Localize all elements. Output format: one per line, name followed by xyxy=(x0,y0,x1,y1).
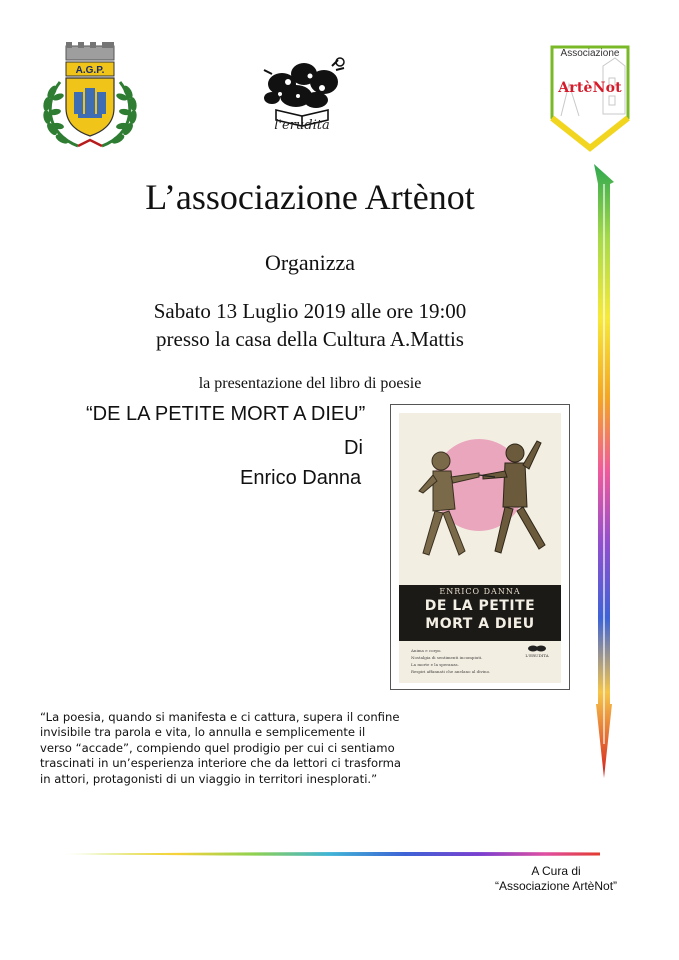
agp-crest-logo xyxy=(38,42,142,154)
quote-line: trascinati in un’esperienza interiore che da lettori ci trasforma xyxy=(40,756,402,771)
publisher-mark-icon xyxy=(527,645,547,652)
cover-publisher: L'ERUDITA xyxy=(525,653,549,658)
fencers-illustration xyxy=(399,413,561,585)
book-by: Di xyxy=(344,437,363,459)
cover-author: ENRICO DANNA xyxy=(439,587,521,596)
cover-blurb xyxy=(411,647,511,675)
footer-curator-name: “Associazione ArtèNot” xyxy=(494,879,618,893)
badge-top-label: Associazione xyxy=(560,48,620,59)
event-date: Sabato 13 Luglio 2019 alle ore 19:00 xyxy=(153,299,467,323)
page-title: L’associazione Artènot xyxy=(145,177,475,217)
presentation-text: la presentazione del libro di poesie xyxy=(198,375,422,392)
cover-blurb-line: La morte e la speranza. xyxy=(411,662,459,667)
rainbow-vertical-arrow xyxy=(592,164,616,778)
organizza-text: Organizza xyxy=(265,250,355,275)
cover-title-line-1: DE LA PETITE xyxy=(424,598,536,614)
badge-name: ArtèNot xyxy=(558,80,622,96)
book-author: Enrico Danna xyxy=(240,467,362,489)
crest-label: A.G.P. xyxy=(75,65,105,76)
cover-blurb-line: Anima e corpo. xyxy=(411,648,442,653)
cover-title-line-2: MORT A DIEU xyxy=(425,616,535,632)
quote-line: “La poesia, quando si manifesta e ci cattura, supera il confine xyxy=(40,710,400,724)
cover-blurb-line: Nostalgia di sentimenti incompiuti. xyxy=(411,655,483,660)
quote-line: verso “accade”, compiendo quel prodigio per cui ci sentiamo xyxy=(40,740,395,755)
event-place: presso la casa della Cultura A.Mattis xyxy=(156,327,464,351)
cover-blurb-line: Respiri affannati che anelano al divino. xyxy=(411,669,491,674)
quote-line: in attori, protagonisti di un viaggio in territori inesplorati.” xyxy=(40,771,378,786)
book-cover xyxy=(390,404,570,690)
rainbow-horizontal-line xyxy=(58,851,600,857)
quote-block xyxy=(40,710,402,787)
footer-curator-label: A Cura di xyxy=(531,864,581,878)
erudita-label: l'erudita xyxy=(274,118,330,133)
artenot-badge-logo xyxy=(549,44,631,152)
quote-line: invisibile tra parola e vita, lo annulla e semplicemente il xyxy=(40,725,366,740)
book-title: “DE LA PETITE MORT A DIEU” xyxy=(86,403,366,425)
